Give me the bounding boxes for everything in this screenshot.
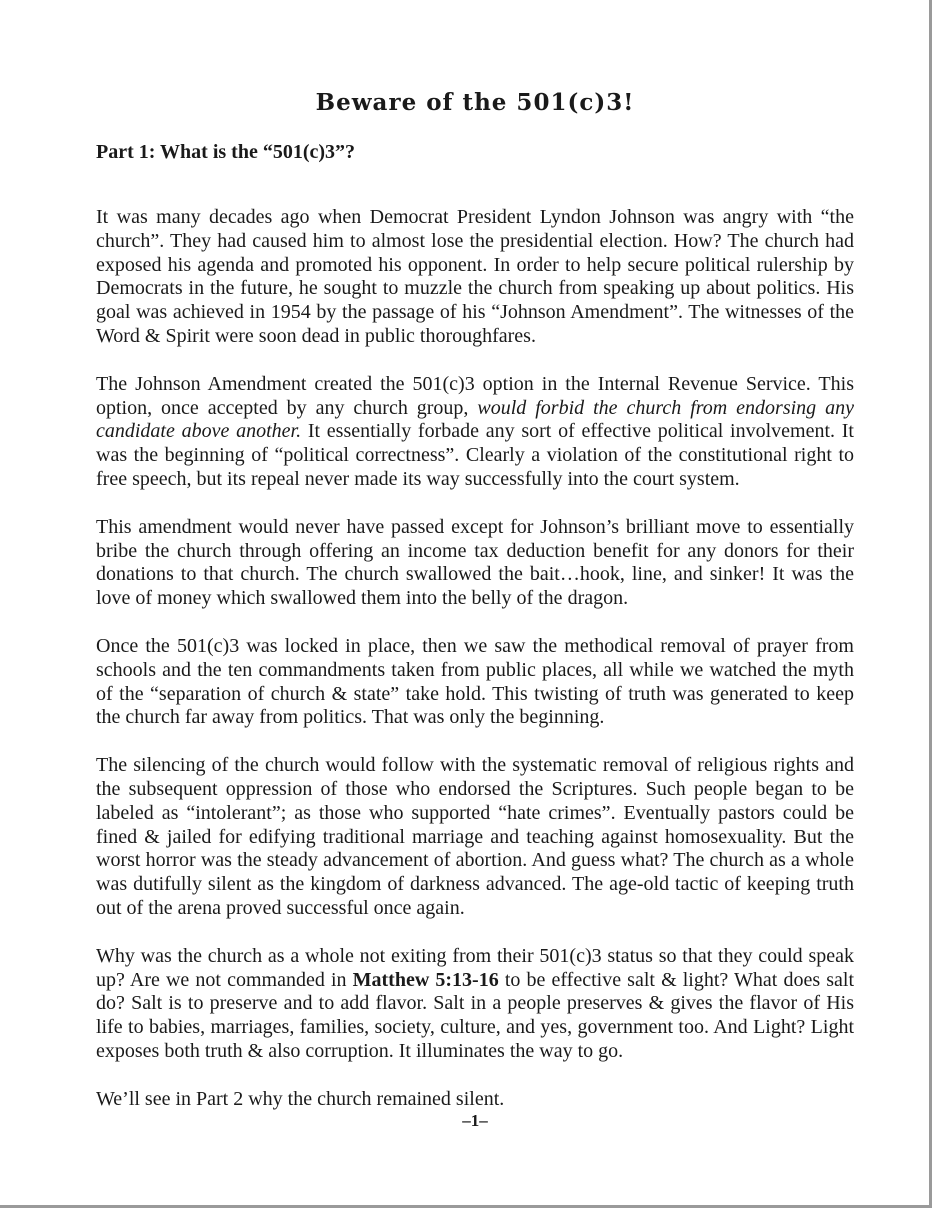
page-number: –1– bbox=[462, 1110, 488, 1130]
document-body bbox=[96, 86, 854, 1130]
paragraph-6-text-b: to be effective salt & light? What does salt do? Salt is to preserve and to add flavor. Salt in a people preserves & gives the flavor of His life to babies, marriages, families, society, culture, and yes, government too. And Light? Light exposes both truth & also corruption. It illuminates the way to go. bbox=[96, 968, 855, 1062]
scripture-reference: Matthew 5:13-16 bbox=[352, 968, 499, 991]
paragraph-6-text-a: Why was the church as a whole not exiting from their 501(c)3 status so that they could speak up? Are we not commanded in bbox=[96, 944, 854, 991]
paragraph-4: Once the 501(c)3 was locked in place, then we saw the methodical removal of prayer from schools and the ten commandments taken from public places, all while we watched the myth of the “separation of church & state” take hold. This twisting of truth was generated to keep the church far away from politics. That was only the beginning. bbox=[96, 634, 854, 729]
paragraph-2-text-b: It essentially forbade any sort of effective political involvement. It was the beginning of “political correctness”. Clearly a violation of the constitutional right to free speech, but its repeal never made its way successfully into the court system. bbox=[96, 420, 854, 490]
paragraph-5: The silencing of the church would follow with the systematic removal of religious rights and the subsequent oppression of those who endorsed the Scriptures. Such people began to be labeled as “intolerant”; as those who supported “hate crimes”. Eventually pastors could be fined & jailed for edifying traditional marriage and teaching against homosexuality. But the worst horror was the steady advancement of abortion. And guess what? The church as a whole was dutifully silent as the kingdom of darkness advanced. The age-old tactic of keeping truth out of the arena proved successful once again. bbox=[96, 754, 854, 919]
paragraph-3: This amendment would never have passed except for Johnson’s brilliant move to essentially bribe the church through offering an income tax deduction benefit for any donors for their donations to that church. The church swallowed the bait…hook, line, and sinker! It was the love of money which swallowed them into the belly of the dragon. bbox=[96, 515, 854, 610]
paragraph-6 bbox=[96, 945, 854, 1064]
paragraph-2-emphasis: would forbid the church from endorsing any candidate above another. bbox=[96, 396, 854, 443]
section-heading: Part 1: What is the “501(c)3”? bbox=[96, 141, 356, 163]
paragraph-7: We’ll see in Part 2 why the church remained silent. bbox=[96, 1087, 505, 1110]
paragraph-2 bbox=[96, 373, 854, 492]
document-title: Beware of the 501(c)3! bbox=[315, 89, 635, 116]
paragraph-1: It was many decades ago when Democrat President Lyndon Johnson was angry with “the church”. They had caused him to almost lose the presidential election. How? The church had exposed his agenda and promoted his opponent. In order to help secure political rulership by Democrats in the future, he sought to muzzle the church from speaking up about politics. His goal was achieved in 1954 by the passage of his “Johnson Amendment”. The witnesses of the Word & Spirit were soon dead in public thoroughfares. bbox=[96, 206, 854, 347]
paragraph-2-text-a: The Johnson Amendment created the 501(c)3 option in the Internal Revenue Service. This option, once accepted by any church group, bbox=[96, 372, 854, 419]
